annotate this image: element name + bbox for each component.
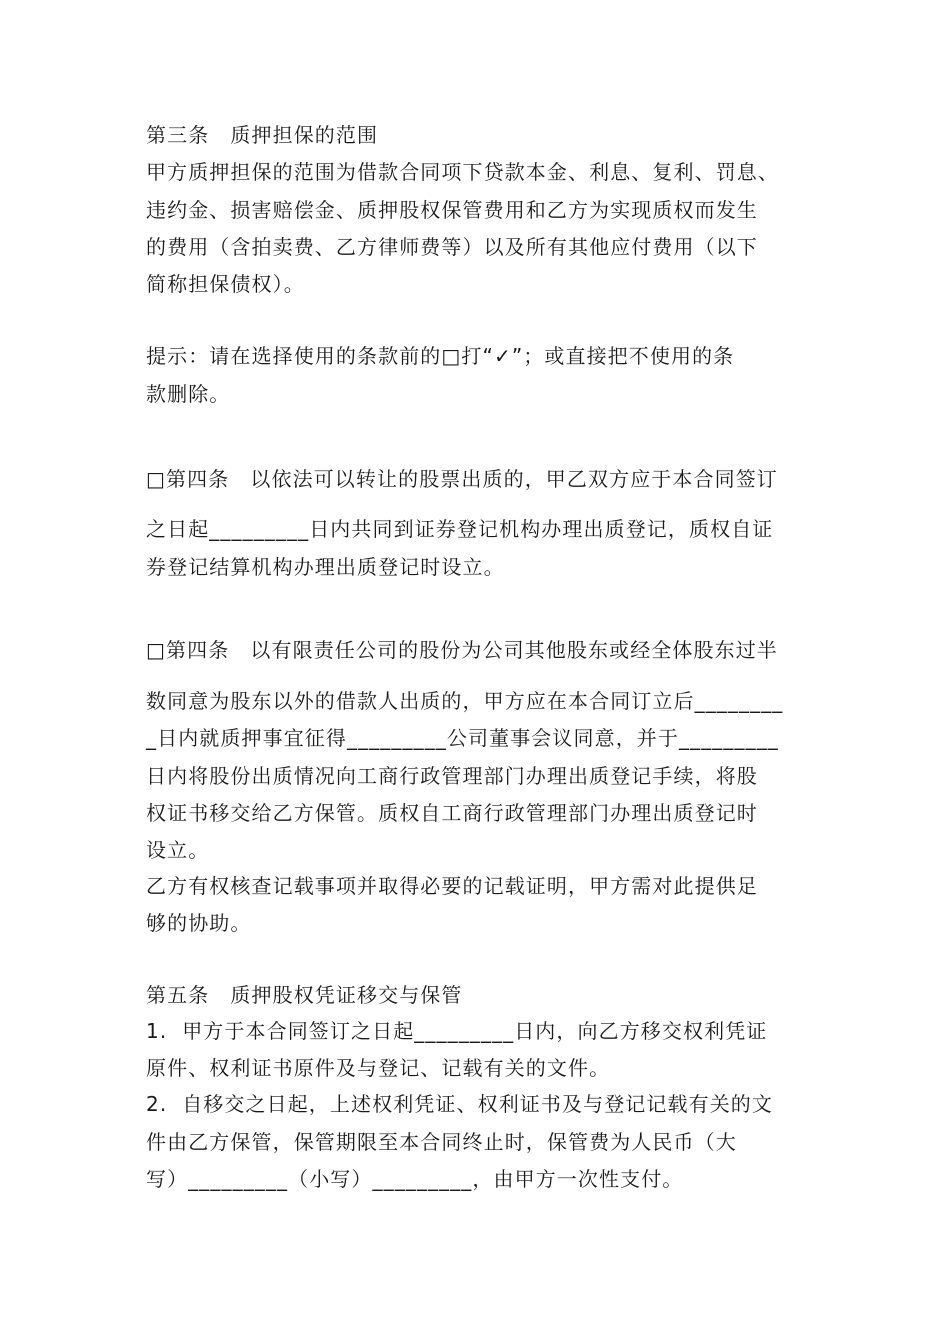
article-4b-line: 权证书移交给乙方保管。质权自工商行政管理部门办理出质登记时 (146, 801, 758, 825)
article-4b-line: 够的协助。 (146, 911, 252, 935)
article-3-line: 违约金、损害赔偿金、质押股权保管费用和乙方为实现质权而发生 (146, 198, 758, 222)
article-3-line: 简称担保债权）。 (146, 272, 305, 296)
article-4b-line: 日内将股份出质情况向工商行政管理部门办理出质登记手续，将股 (146, 764, 758, 788)
article-5-heading: 第五条 质押股权凭证移交与保管 (146, 983, 463, 1007)
article-5-line: 2. 自移交之日起，上述权利凭证、权利证书及与登记记载有关的文 (146, 1092, 773, 1116)
article-4a-line: □第四条 以依法可以转让的股票出质的，甲乙双方应于本合同签订 (146, 467, 778, 491)
article-4b-line: _日内就质押事宜征得_________公司董事会议同意，并于_________ (146, 726, 779, 750)
article-4b-line: 数同意为股东以外的借款人出质的，甲方应在本合同订立后________ (146, 689, 784, 713)
tip-line: 款删除。 (146, 382, 231, 406)
article-4b-line: 设立。 (146, 838, 210, 862)
article-5-line: 写）_________（小写）_________，由甲方一次性支付。 (146, 1167, 684, 1191)
article-4b-line: □第四条 以有限责任公司的股份为公司其他股东或经全体股东过半 (146, 638, 778, 662)
article-5-line: 1. 甲方于本合同签订之日起_________日内，向乙方移交权利凭证 (146, 1019, 768, 1043)
article-4a-line: 券登记结算机构办理出质登记时设立。 (146, 555, 505, 579)
tip-line: 提示：请在选择使用的条款前的□打“✓”；或直接把不使用的条 (146, 344, 735, 368)
article-3-line: 的费用（含拍卖费、乙方律师费等）以及所有其他应付费用（以下 (146, 235, 758, 259)
article-5-line: 原件、权利证书原件及与登记、记载有关的文件。 (146, 1056, 611, 1080)
article-3-line: 甲方质押担保的范围为借款合同项下贷款本金、利息、复利、罚息、 (146, 160, 779, 184)
article-5-line: 件由乙方保管，保管期限至本合同终止时，保管费为人民币（大 (146, 1130, 737, 1154)
article-4b-line: 乙方有权核查记载事项并取得必要的记载证明，甲方需对此提供足 (146, 874, 758, 898)
article-3-heading: 第三条 质押担保的范围 (146, 123, 379, 147)
article-4a-line: 之日起_________日内共同到证券登记机构办理出质登记，质权自证 (146, 517, 774, 541)
